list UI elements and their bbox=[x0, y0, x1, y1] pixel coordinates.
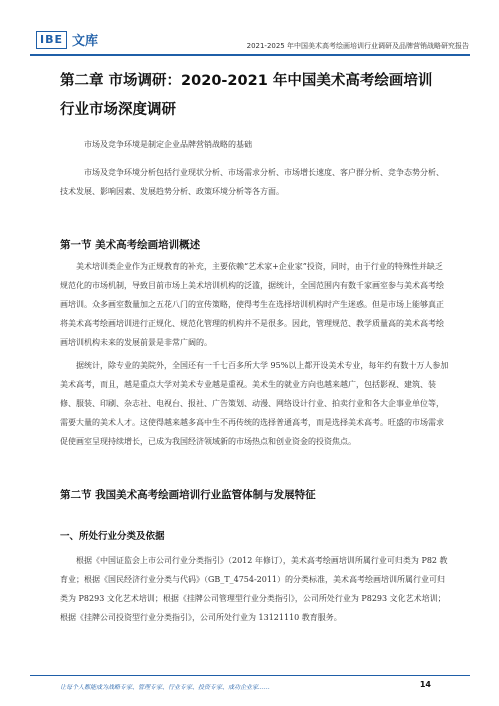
subsection-title: 一、所处行业分类及依据 bbox=[60, 531, 165, 542]
logo-mark: IBE bbox=[36, 31, 67, 49]
intro-paragraph: 市场及竞争环境是制定企业品牌营销战略的基础 bbox=[84, 140, 252, 149]
logo-text: 文库 bbox=[72, 34, 99, 49]
report-title: 2021-2025 年中国美术高考绘画培训行业调研及品牌营销战略研究报告 bbox=[246, 42, 469, 50]
header-divider bbox=[30, 54, 470, 56]
chapter-title: 第二章 市场调研：2020-2021 年中国美术高考绘画培训行业市场深度调研 bbox=[60, 73, 433, 118]
intro-paragraph: 市场及竞争环境分析包括行业现状分析、市场需求分析、市场增长速度、客户群分析、竞争态势分析、技术发展、影响因素、发展趋势分析、政策环境分析等各方面。 bbox=[60, 168, 444, 196]
footer-divider bbox=[30, 675, 470, 676]
section-title: 第二节 我国美术高考绘画培训行业监管体制与发展特征 bbox=[60, 489, 316, 501]
body-paragraph: 据统计，除专业的美院外，全国还有一千七百多所大学 95%以上都开设美术专业，每年约有数十万人参加美术高考，而且，越是重点大学对美术专业越是重视。美术生的就业方向也越来越广，包括影视、建筑、装修、服装、印刷、杂志社、电视台、报社、广告策划、动漫、网络设计行业、拍卖行业和各大企事业单位等，需要大量的美术人才。这使得越来越多高中生不再传统的选择普通高考，而是选择美术高考。旺盛的市场需求促使画室呈现持续增长，已成为我国经济领域新的市场热点和创业资金的投资焦点。 bbox=[60, 361, 449, 446]
section-title: 第一节 美术高考绘画培训概述 bbox=[60, 239, 201, 251]
footer-slogan: 让每个人都能成为战略专家、管理专家、行业专家、投资专家、成功企业家…… bbox=[60, 684, 271, 691]
body-paragraph: 根据《中国证监会上市公司行业分类指引》（2012 年修订），美术高考绘画培训所属行业可归类为 P82 教育业；根据《国民经济行业分类与代码》（GB_T_4754-2011）的分类标准，美术高考绘画培训所属行业可归类为 P8293 文化艺术培训；根据《挂牌公司管理型行业分类指引》，公司所处行业为 P8293 文化艺术培训；根据《挂牌公司投资型行业分类指引》，公司所处行业为 13121110 教育服务。 bbox=[60, 556, 448, 622]
logo bbox=[36, 30, 98, 49]
body-paragraph: 美术培训类企业作为正规教育的补充，主要依赖“艺术家+企业家”投资，同时，由于行业的特殊性并缺乏规范化的市场机制，导致目前市场上美术培训机构的泛滥，据统计，全国范围内有数千家画室参与美术高考绘画培训。众多画室数量加之五花八门的宣传策略，使得考生在选择培训机构时产生迷惑。但是市场上能够真正将美术高考绘画培训进行正规化、规范化管理的机构并不是很多。因此，管理规范、教学质量高的美术高考绘画培训机构未来的发展前景是非常广阔的。 bbox=[60, 262, 444, 347]
page-header bbox=[0, 0, 499, 58]
page-number: 14 bbox=[419, 680, 431, 689]
